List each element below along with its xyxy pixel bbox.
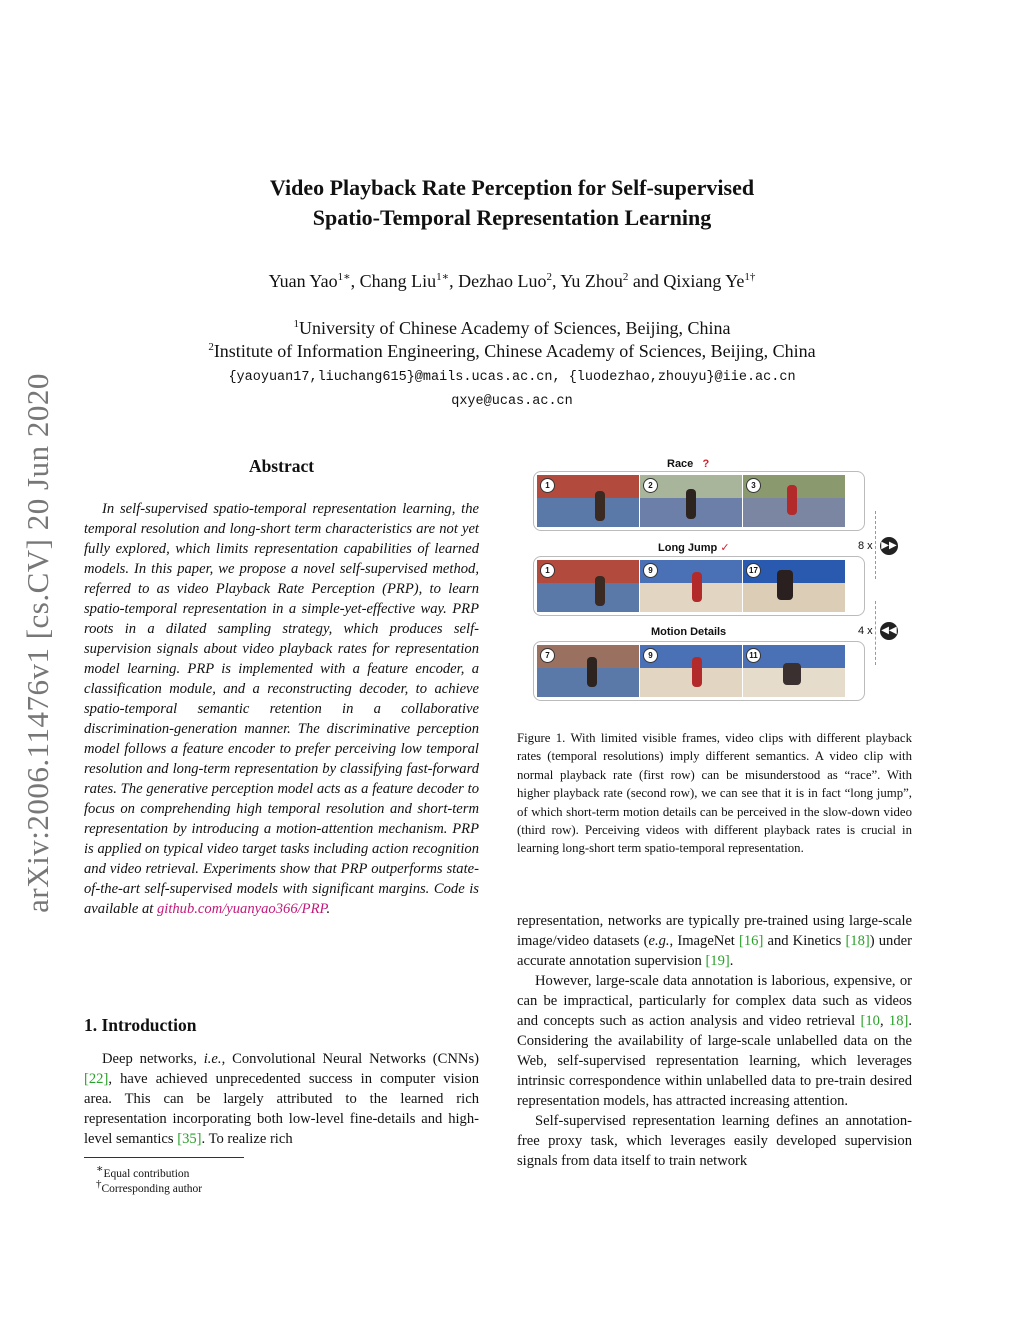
text-run: ,: [879, 1013, 889, 1029]
abstract-heading: Abstract: [248, 456, 315, 476]
author-sup: 1∗: [337, 271, 351, 283]
video-frame: [640, 475, 742, 527]
citation-link[interactable]: [19]: [705, 953, 730, 969]
text-run: . To realize rich: [201, 1131, 293, 1147]
frame-index-badge: 1: [540, 563, 555, 578]
text-run: representation, networks are typically pre-trained using large-scale image/video datasets (: [517, 913, 912, 949]
text-run: , Convolutional Neural Networks (CNNs): [221, 1051, 479, 1067]
frame-index-badge: 11: [746, 648, 761, 663]
citation-link[interactable]: [18]: [845, 933, 870, 949]
rewind-icon: ◀◀: [880, 622, 898, 640]
footnote-text: Corresponding author: [101, 1182, 203, 1195]
check-mark: ✓: [720, 542, 730, 554]
video-frame: [743, 560, 845, 612]
intro-paragraph: [84, 1049, 479, 1149]
video-frame: [640, 560, 742, 612]
frame-index-badge: 9: [643, 563, 658, 578]
frame-index-badge: 9: [643, 648, 658, 663]
author-name: Chang Liu: [359, 271, 437, 291]
author-name: Qixiang Ye: [663, 271, 745, 291]
text-run: ) under accurate annotation supervision: [517, 933, 912, 969]
abstract-text: In self-supervised spatio-temporal representation learning, the temporal resolution and long-short term characteristics are not yet fully explored, which limits representation capabilities of learned models. In this paper, we propose a novel self-supervised method, referred to as video Playback Rate Perception (PRP), to learn spatio-temporal representation in a simple-yet-effective way. PRP roots in a dilated sampling strategy, which produces self-supervision signals about video playback rates for representation model learning. PRP is implemented with a feature encoder, a classification module, and a reconstructing decoder, to achieve spatio-temporal semantic retention in a collaborative discrimination-generation manner. The discriminative perception model follows a feature encoder to prefer perceiving low temporal resolution and long-term representation by classifying fast-forward rates. The generative perception model acts as a feature decoder to focus on comprehending high temporal resolution and short-term representation by introducing a motion-attention mechanism. PRP is applied on typical video target tasks including action recognition and video retrieval. Experiments show that PRP outperforms state-of-the-art self-supervised models with significant margins. Code is available at: [84, 501, 479, 917]
video-frame: [537, 475, 639, 527]
figure-1: [525, 453, 920, 715]
footnote-rule: [84, 1157, 244, 1158]
author-sup: 1∗: [436, 271, 450, 283]
emails-line-2: qxye@ucas.ac.cn: [451, 394, 573, 409]
author-sup: 2: [546, 271, 553, 283]
fast-forward-icon: ▶▶: [880, 537, 898, 555]
text-run: .: [729, 953, 734, 969]
frame-index-badge: 3: [746, 478, 761, 493]
frame-index-badge: 1: [540, 478, 555, 493]
citation-link[interactable]: [10: [860, 1013, 880, 1029]
text-run: , have achieved unprecedented success in computer vision area. This can be largely attributed to the learned rich representation incorporating both low-level fine-details and high-level semantics: [84, 1071, 479, 1147]
footnote-text: Equal contribution: [103, 1167, 190, 1180]
code-link[interactable]: github.com/yuanyao366/PRP: [156, 901, 327, 917]
row-label-long-jump: [658, 541, 730, 554]
author-sup: 2: [622, 271, 629, 283]
text-run: i.e.: [203, 1051, 222, 1067]
text-run: Deep networks,: [102, 1051, 204, 1067]
row-race: [533, 471, 865, 531]
arxiv-stamp: arXiv:2006.11476v1 [cs.CV] 20 Jun 2020: [20, 373, 55, 913]
text-run: and Kinetics: [763, 933, 846, 949]
abstract-end: .: [326, 901, 331, 917]
video-frame: [743, 645, 845, 697]
question-mark: ?: [702, 458, 710, 470]
affiliation-2: [0, 341, 1024, 362]
paragraph: [517, 911, 912, 971]
text-run: e.g.: [648, 933, 670, 949]
author-name: Dezhao Luo: [458, 271, 547, 291]
text-run: , ImageNet: [669, 933, 739, 949]
title-line-2: Spatio-Temporal Representation Learning: [312, 205, 712, 230]
paragraph: [517, 971, 912, 1111]
rate-slow-label: 4 x: [858, 625, 873, 637]
citation-link[interactable]: [16]: [739, 933, 764, 949]
paper-title: [0, 173, 1024, 233]
row-label-text: Long Jump: [658, 542, 718, 554]
row-label-text: Race: [667, 458, 694, 470]
affiliation-sup: 1: [293, 318, 300, 330]
footnote-mark: †: [96, 1178, 102, 1190]
footnote-corresponding: [96, 1178, 202, 1195]
emails-line-1: {yaoyuan17,liuchang615}@mails.ucas.ac.cn, {luodezhao,zhouyu}@iie.ac.cn: [228, 370, 796, 385]
right-column-text: [517, 911, 912, 1171]
row-label-race: [667, 458, 709, 470]
citation-link[interactable]: 18]: [888, 1013, 909, 1029]
citation-link[interactable]: [22]: [84, 1071, 109, 1087]
citation-link[interactable]: [35]: [177, 1131, 202, 1147]
title-line-1: Video Playback Rate Perception for Self-supervised: [269, 175, 755, 200]
frame-index-badge: 17: [746, 563, 761, 578]
video-frame: [640, 645, 742, 697]
row-long-jump: [533, 556, 865, 616]
author-list: Yuan Yao$^{1∗}$, Chang Liu$^{1∗}$, Dezhao Luo$^2$, Yu Zhou$^2$ and Qixiang $Ye^{1\dagger}$: [268, 271, 756, 291]
frame-index-badge: 2: [643, 478, 658, 493]
figure-caption: Figure 1. With limited visible frames, video clips with different playback rates (temporal resolutions) imply different semantics. A video clip with normal playback rate (first row) can be misunderstood as “race”. With higher playback rate (second row), we can see that it is in fact “long jump”, of which short-term motion details can be perceived in the slow-down video (third row). Perceiving videos with different playback rates is crucial in learning long-short term spatio-temporal representation.: [517, 731, 912, 856]
affiliation-1: [0, 318, 1024, 339]
row-motion-details: [533, 641, 865, 701]
rate-fast-label: 8 x: [858, 540, 873, 552]
intro-heading: 1. Introduction: [84, 1015, 197, 1035]
footnote-mark: ∗: [96, 1163, 104, 1175]
video-frame: [537, 645, 639, 697]
abstract-body: [84, 499, 479, 919]
video-frame: [537, 560, 639, 612]
video-frame: [743, 475, 845, 527]
affiliation-text: University of Chinese Academy of Sciences, Beijing, China: [299, 318, 731, 338]
affiliation-sup: 2: [208, 341, 214, 353]
author-name: Yuan Yao: [268, 271, 338, 291]
frame-index-badge: 7: [540, 648, 555, 663]
author-name: Yu Zhou: [560, 271, 623, 291]
paragraph: Self-supervised representation learning defines an annotation-free proxy task, which leverages easily developed supervision signals from data itself to train network: [517, 1113, 912, 1169]
text-run: . Considering the availability of large-scale unlabelled data on the Web, self-supervised representation learning, which leverages intrinsic correspondence within unlabelled data to pre-train desired representation models, has attracted increasing attention.: [517, 1013, 913, 1109]
text-run: However, large-scale data annotation is laborious, expensive, or can be impractical, particularly for complex data such as videos and concepts such as action analysis and video retrieval: [517, 973, 912, 1029]
author-sup: 1†: [744, 271, 756, 283]
row-label-motion-details: Motion Details: [651, 626, 727, 638]
affiliation-text: Institute of Information Engineering, Chinese Academy of Sciences, Beijing, China: [213, 341, 816, 361]
